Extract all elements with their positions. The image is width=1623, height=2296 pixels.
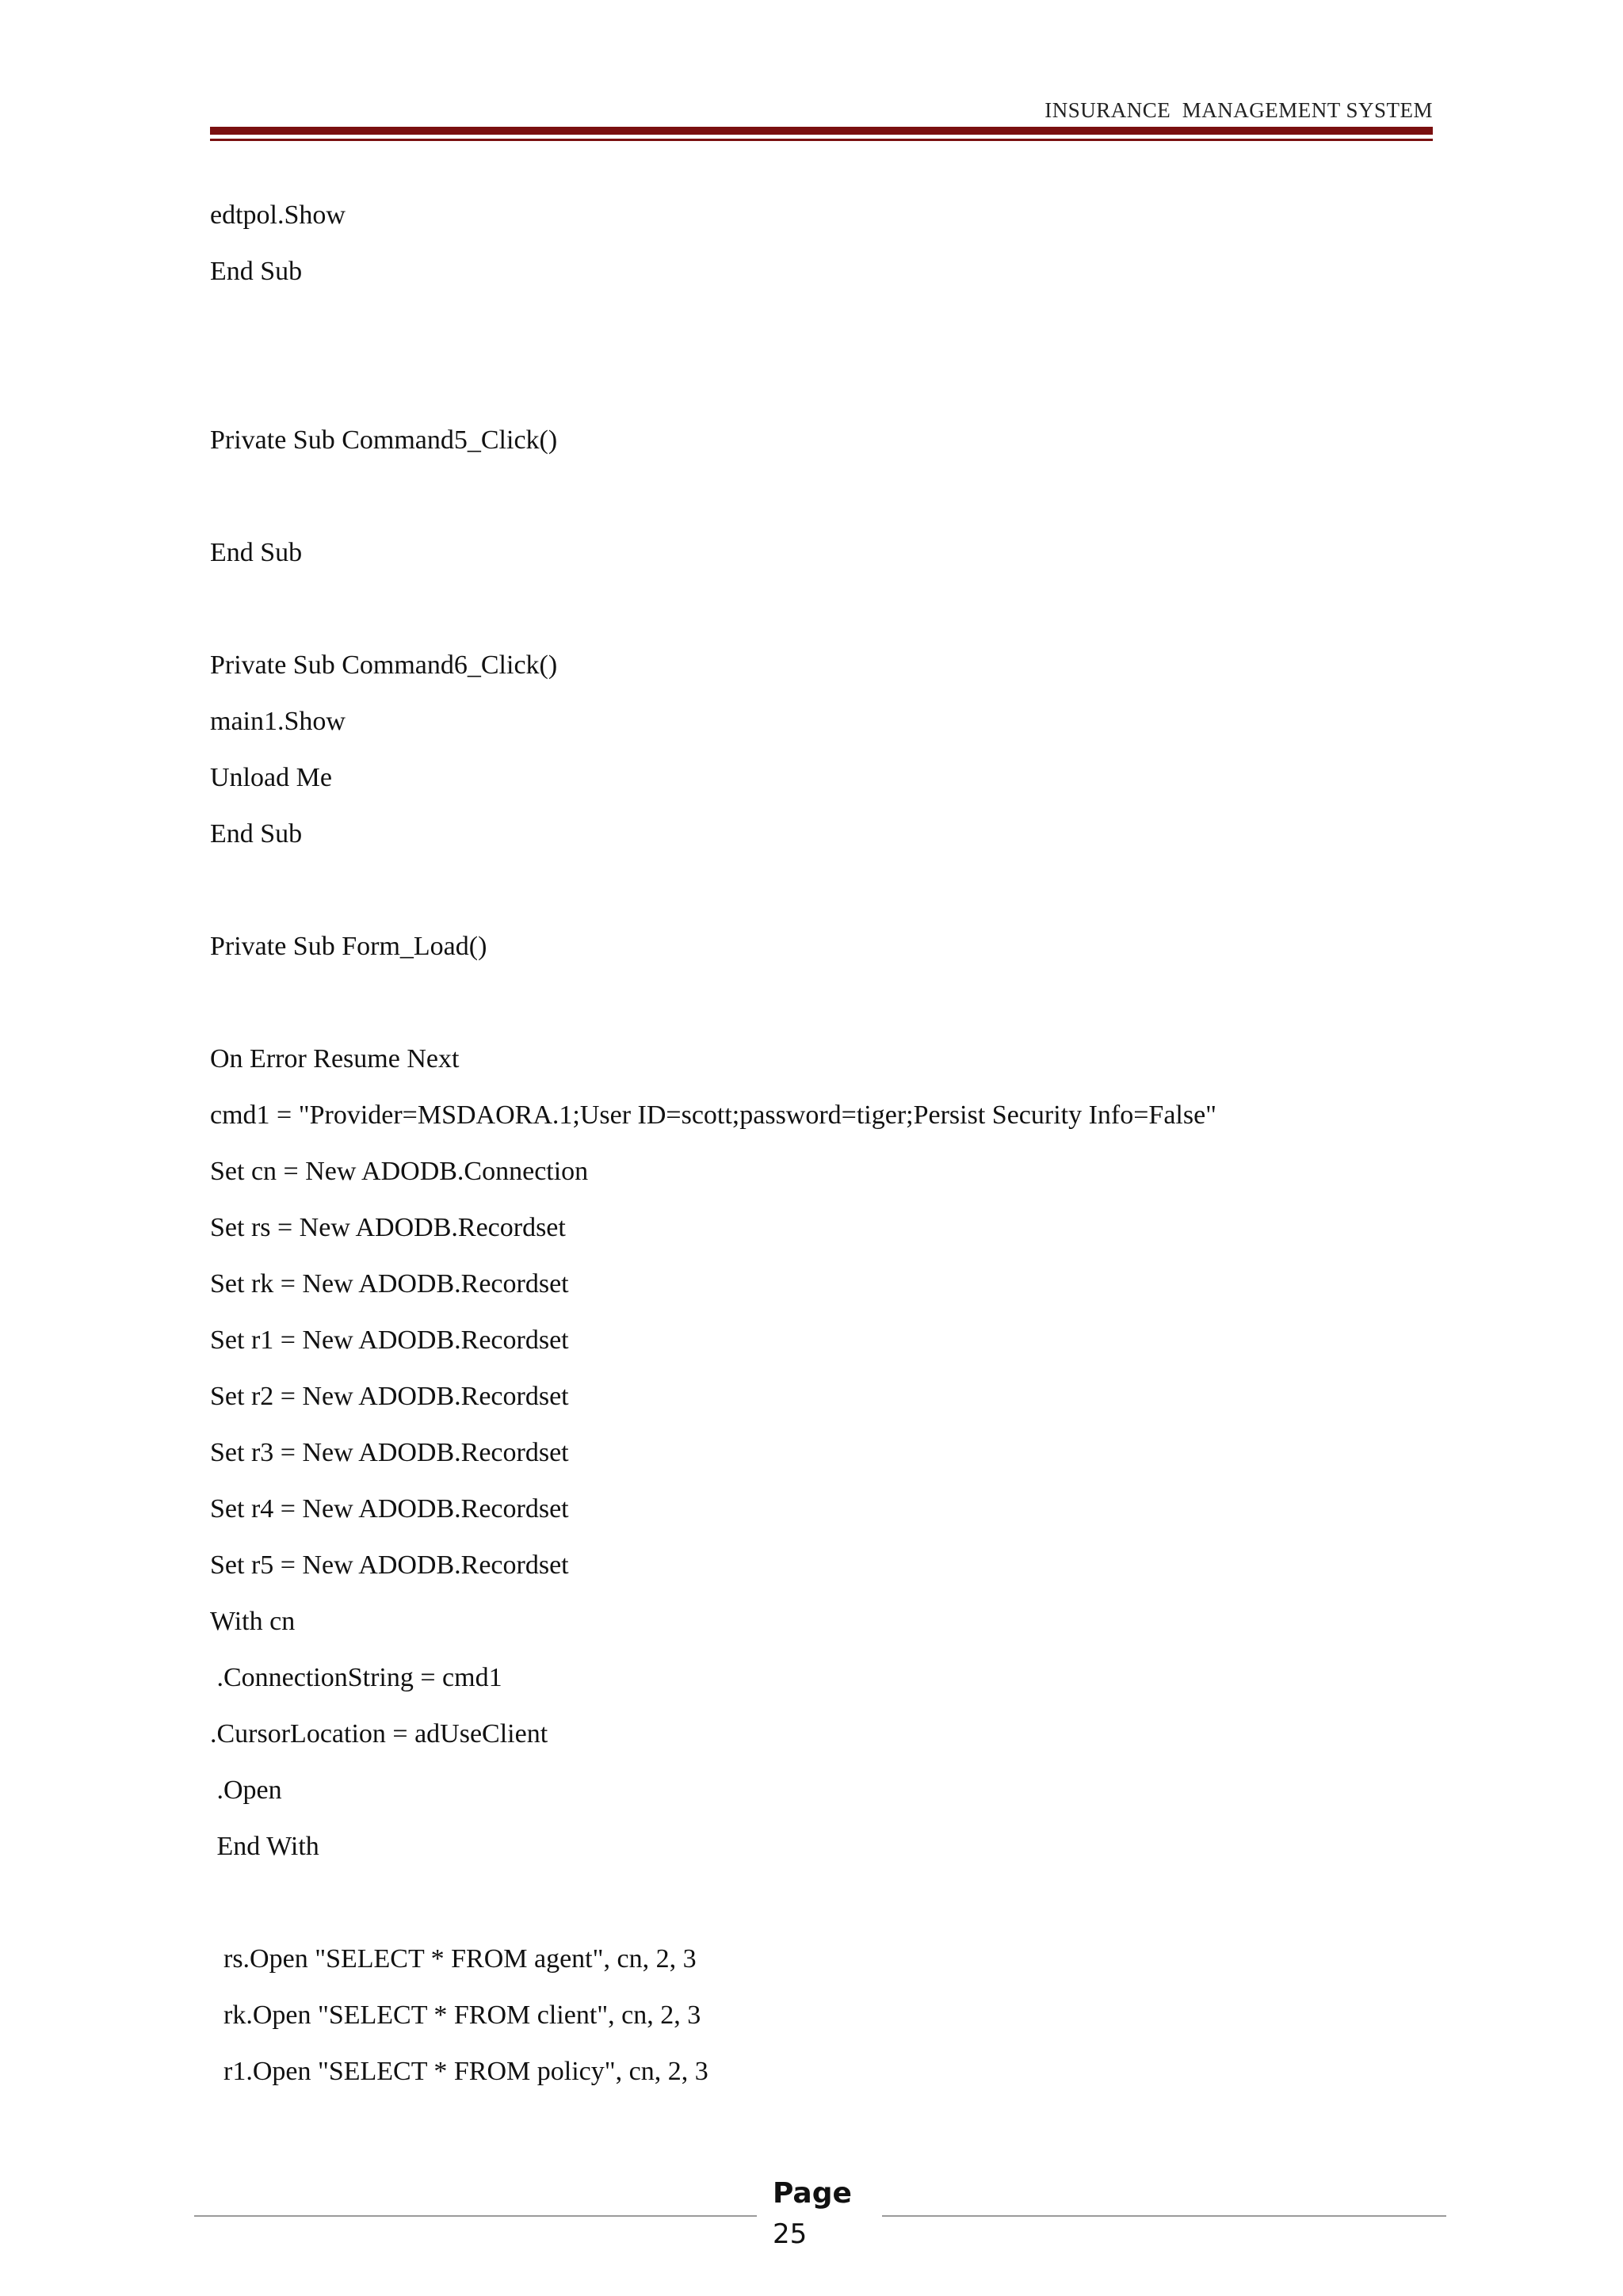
code-line: Set r3 = New ADODB.Recordset	[210, 1438, 569, 1467]
code-line: End Sub	[210, 257, 303, 286]
code-line: main1.Show	[210, 707, 346, 736]
code-line: End With	[210, 1832, 319, 1861]
code-line: With cn	[210, 1607, 296, 1636]
code-line: Set r2 = New ADODB.Recordset	[210, 1382, 569, 1411]
code-line: Set cn = New ADODB.Connection	[210, 1157, 589, 1186]
code-line: Private Sub Command6_Click()	[210, 650, 558, 680]
code-line: .CursorLocation = adUseClient	[210, 1719, 548, 1749]
code-line: Private Sub Form_Load()	[210, 932, 487, 961]
code-line: Set rk = New ADODB.Recordset	[210, 1269, 569, 1299]
code-line: Set r1 = New ADODB.Recordset	[210, 1325, 569, 1355]
header-rule	[210, 127, 1433, 135]
code-line: End Sub	[210, 538, 303, 567]
code-line: cmd1 = "Provider=MSDAORA.1;User ID=scott;password=tiger;Persist Security Info=False"	[210, 1100, 1217, 1130]
code-line: .Open	[210, 1775, 282, 1805]
page-number: 25	[773, 2218, 808, 2250]
code-line: On Error Resume Next	[210, 1044, 460, 1074]
code-line: Set rs = New ADODB.Recordset	[210, 1213, 566, 1242]
footer-rule-left	[194, 2215, 757, 2217]
code-line: r1.Open "SELECT * FROM policy", cn, 2, 3	[210, 2057, 708, 2086]
code-line: Set r4 = New ADODB.Recordset	[210, 1494, 569, 1524]
header-rule-thin	[210, 139, 1433, 141]
code-line: Private Sub Command5_Click()	[210, 425, 558, 455]
code-line: Set r5 = New ADODB.Recordset	[210, 1550, 569, 1580]
code-line: End Sub	[210, 819, 303, 849]
code-line: rk.Open "SELECT * FROM client", cn, 2, 3	[210, 2000, 701, 2030]
code-line: rs.Open "SELECT * FROM agent", cn, 2, 3	[210, 1944, 697, 1974]
footer-rule-right	[882, 2215, 1446, 2217]
code-line: .ConnectionString = cmd1	[210, 1663, 502, 1692]
code-line: Unload Me	[210, 763, 332, 792]
code-line: edtpol.Show	[210, 200, 346, 230]
document-title: INSURANCE MANAGEMENT SYSTEM	[1044, 98, 1433, 122]
page-label: Page	[773, 2177, 852, 2210]
